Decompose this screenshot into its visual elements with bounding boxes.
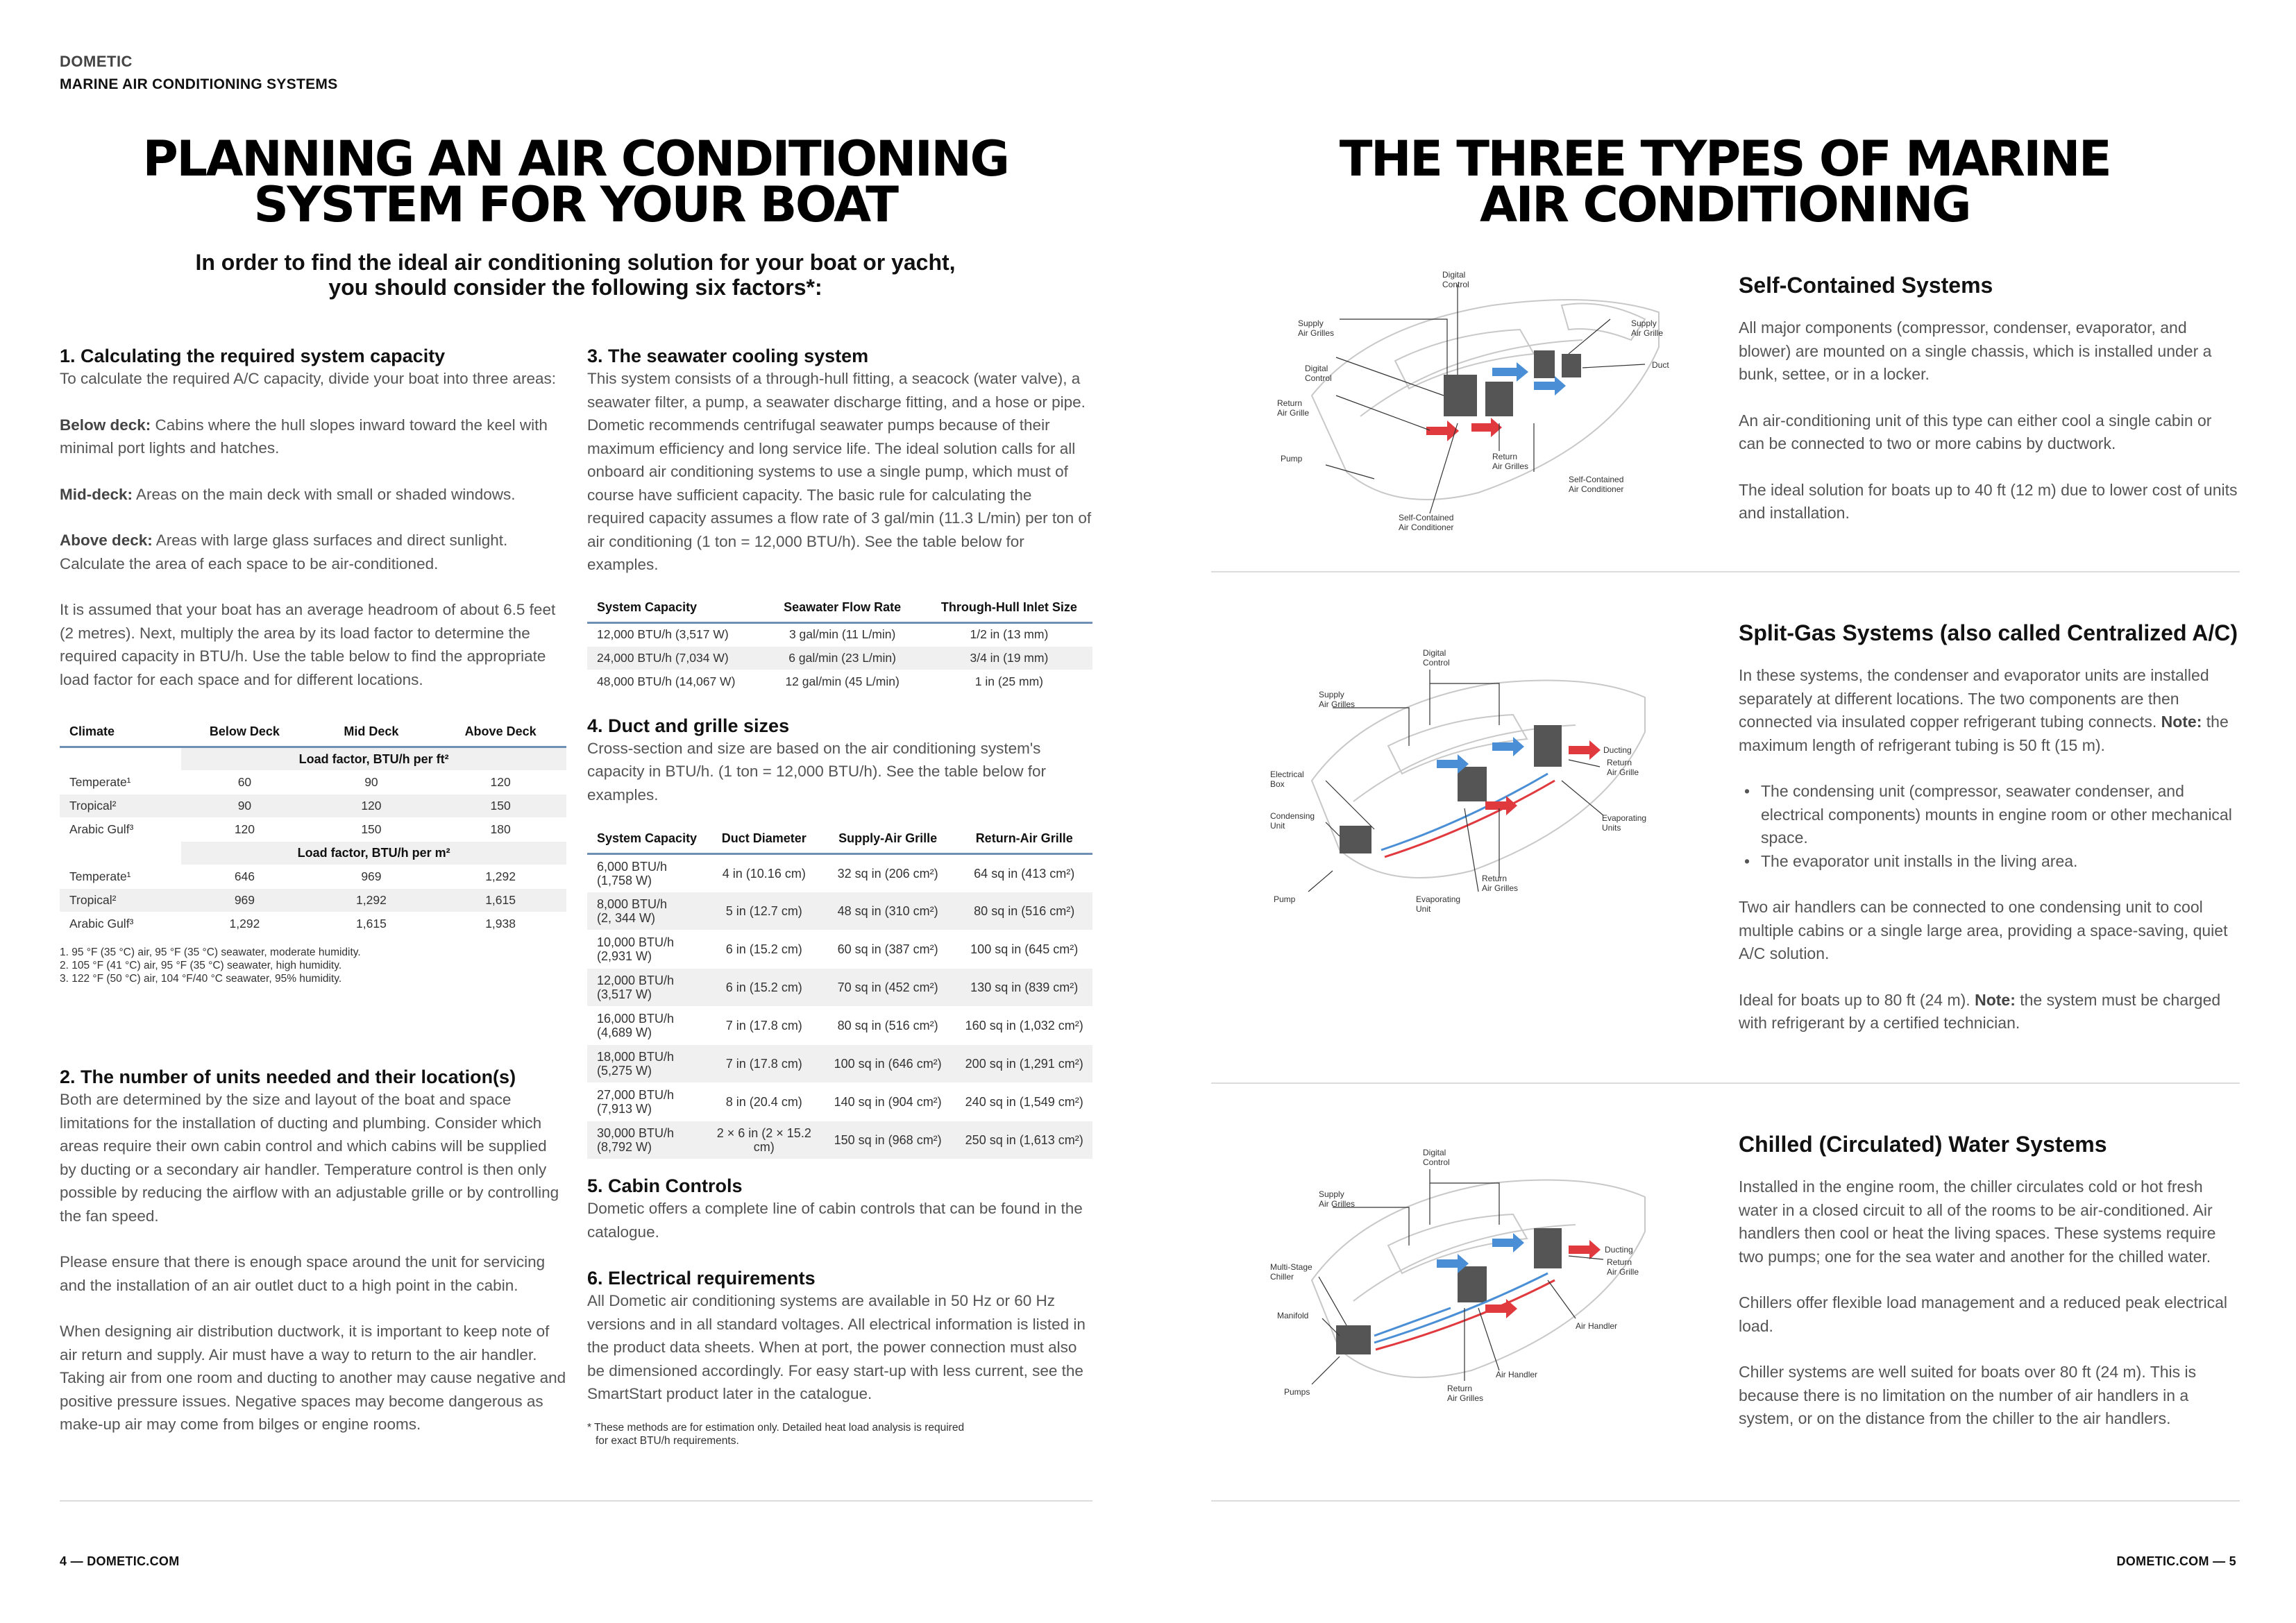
label-return-grilles: Return Air Grilles xyxy=(1492,452,1529,471)
below-deck-text xyxy=(60,414,566,460)
table-cell: 12,000 BTU/h (3,517 W) xyxy=(587,622,759,646)
table-cell: 90 xyxy=(181,794,308,818)
chilled-water-p3: Chiller systems are well suited for boats over 80 ft (24 m). This is because there is no limitation on the number of air handlers in a system, or on the distance from the chiller to the air handlers. xyxy=(1739,1363,2197,1427)
label-return-grille: Return Air Grille xyxy=(1277,398,1310,418)
chilled-water-p1: Installed in the engine room, the chiller circulates cold or hot fresh water in a closed circuit to all of the rooms to be air-conditioned. Air handlers then cool or heat the living spaces. These systems require two pumps; one for the sea water and another for the chilled water. xyxy=(1739,1178,2216,1266)
table-cell: Arabic Gulf³ xyxy=(60,912,181,936)
split-note-key: Note: xyxy=(2161,713,2202,731)
table-cell: 70 sq in (452 cm²) xyxy=(820,969,956,1007)
left-title-line1: PLANNING AN AIR CONDITIONING xyxy=(142,130,1008,187)
table-cell: 1/2 in (13 mm) xyxy=(926,622,1092,646)
intro-line2: you should consider the following six factors*: xyxy=(328,275,822,300)
section-1-intro: To calculate the required A/C capacity, divide your boat into three areas: xyxy=(60,370,556,387)
section-5-p1: Dometic offers a complete line of cabin controls that can be found in the catalogue. xyxy=(587,1200,1083,1241)
footnote-line1: * These methods are for estimation only. Detailed heat load analysis is required xyxy=(587,1421,965,1434)
table-row xyxy=(587,969,1092,1007)
label-return-grille-right: Return Air Grille xyxy=(1607,1257,1639,1277)
label-return-grille-right: Return Air Grille xyxy=(1607,758,1639,777)
table-cell xyxy=(587,1083,709,1121)
label-condensing-unit: Condensing Unit xyxy=(1270,811,1315,831)
split-p3-key: Note: xyxy=(1975,990,2016,1009)
capacity-btu: 27,000 BTU/h xyxy=(597,1088,675,1102)
table-cell: 1 in (25 mm) xyxy=(926,670,1092,693)
table-cell: 150 xyxy=(434,794,566,818)
section-2-p3: When designing air distribution ductwork, it is important to keep note of air return and supply. Air must have a way to return to the air handler. Taking air from one room and ducting to another may cause negative and positive pressure issues. Negative spaces may become dangerous as make-up air may come from bilges or engine rooms. xyxy=(60,1323,566,1433)
split-gas-section xyxy=(1739,620,2238,1035)
self-contained-p1: All major components (compressor, condenser, evaporator, and blower) are mounted on a single chassis, which is installed under a bunk, settee, or in a locker. xyxy=(1739,318,2212,383)
self-contained-p2: An air-conditioning unit of this type can either cool a single cabin or can be connected to two or more cabins by ductwork. xyxy=(1739,411,2212,452)
above-deck-key: Above deck: xyxy=(60,532,153,549)
section-3-heading: 3. The seawater cooling system xyxy=(587,346,869,366)
footnote-line2: for exact BTU/h requirements. xyxy=(596,1434,739,1447)
above-deck-text xyxy=(60,529,566,575)
right-title-line2: AIR CONDITIONING xyxy=(1479,176,1970,233)
table-cell: 140 sq in (904 cm²) xyxy=(820,1083,956,1121)
split-p3-text: Ideal for boats up to 80 ft (24 m). xyxy=(1739,990,1975,1009)
table-cell: 48 sq in (310 cm²) xyxy=(820,892,956,931)
left-title-line2: SYSTEM FOR YOUR BOAT xyxy=(253,176,897,233)
table-cell: 200 sq in (1,291 cm²) xyxy=(956,1045,1092,1083)
table-cell: 150 sq in (968 cm²) xyxy=(820,1121,956,1159)
col-system-capacity: System Capacity xyxy=(587,824,709,854)
col-return-grille: Return-Air Grille xyxy=(956,824,1092,854)
brand-name: DOMETIC xyxy=(60,53,133,70)
col-through-hull: Through-Hull Inlet Size xyxy=(926,593,1092,623)
capacity-btu: 16,000 BTU/h xyxy=(597,1012,675,1026)
label-duct: Duct xyxy=(1652,360,1669,370)
table-cell: 120 xyxy=(434,771,566,794)
table-cell: Temperate¹ xyxy=(60,771,181,794)
table-cell: Tropical² xyxy=(60,794,181,818)
split-gas-heading: Split-Gas Systems (also called Centralized A/C) xyxy=(1739,620,2238,645)
table-cell: 250 sq in (1,613 cm²) xyxy=(956,1121,1092,1159)
section-4-p1: Cross-section and size are based on the air conditioning system's capacity in BTU/h. (1 ton = 12,000 BTU/h). See the table below for examples. xyxy=(587,739,1046,804)
table-cell: Tropical² xyxy=(60,889,181,912)
self-contained-p3: The ideal solution for boats up to 40 ft (12 m) due to lower cost of units and installation. xyxy=(1739,480,2238,522)
table-row xyxy=(587,1007,1092,1045)
chilled-water-heading: Chilled (Circulated) Water Systems xyxy=(1739,1132,2107,1157)
label-supply-grille-right: Supply Air Grille xyxy=(1631,318,1664,338)
table-cell: 100 sq in (645 cm²) xyxy=(956,931,1092,969)
label-pumps: Pumps xyxy=(1284,1387,1310,1397)
label-evaporating-units: Evaporating Units xyxy=(1602,813,1647,833)
left-intro xyxy=(60,250,1091,300)
self-contained-heading: Self-Contained Systems xyxy=(1739,273,1993,298)
split-gas-bullets xyxy=(1739,780,2238,873)
table-cell: 90 xyxy=(308,771,435,794)
table-row xyxy=(587,892,1092,931)
seawater-table xyxy=(587,593,1092,694)
table-cell: 12 gal/min (45 L/min) xyxy=(759,670,926,693)
above-deck-desc: Areas with large glass surfaces and direct sunlight. Calculate the area of each space to be air-conditioned. xyxy=(60,532,508,572)
section-4-heading: 4. Duct and grille sizes xyxy=(587,715,790,736)
capacity-watts: (4,689 W) xyxy=(597,1026,652,1039)
brand-subtitle: MARINE AIR CONDITIONING SYSTEMS xyxy=(60,76,338,92)
right-footer: DOMETIC.COM — 5 xyxy=(2116,1554,2236,1568)
right-divider-2 xyxy=(1211,1082,2240,1084)
table-cell: 160 sq in (1,032 cm²) xyxy=(956,1007,1092,1045)
chilled-water-section xyxy=(1739,1131,2238,1431)
label-supply-grilles: Supply Air Grilles xyxy=(1319,1189,1356,1209)
table-cell: 150 xyxy=(308,818,435,842)
table-cell: Arabic Gulf³ xyxy=(60,818,181,842)
table-row xyxy=(587,670,1092,693)
table-cell: 969 xyxy=(181,889,308,912)
split-gas-p1 xyxy=(1739,664,2238,757)
capacity-watts: (7,913 W) xyxy=(597,1102,652,1116)
left-column-1-lower xyxy=(60,1066,566,1436)
label-self-contained-right: Self-Contained Air Conditioner xyxy=(1569,475,1624,494)
label-manifold: Manifold xyxy=(1277,1311,1309,1320)
table-cell: 4 in (10.16 cm) xyxy=(709,854,820,892)
table-cell: 1,938 xyxy=(434,912,566,936)
left-column-2 xyxy=(587,345,1092,1447)
table-cell: 1,615 xyxy=(434,889,566,912)
col-below-deck: Below Deck xyxy=(181,717,308,747)
table-cell: 120 xyxy=(181,818,308,842)
section-3-p1: This system consists of a through-hull fitting, a seacock (water valve), a seawater filter, a pump, a seawater discharge fitting, and a hose or pipe. Dometic recommends centrifugal seawater pumps because of their maximum efficiency and long service life. The ideal solution calls for all onboard air conditioning systems to use a single pump, which must of course have sufficient capacity. The basic rule for calculating the required capacity assumes a flow rate of 3 gal/min (11.3 L/min) per ton of air conditioning (1 ton = 12,000 BTU/h). See the table below for examples. xyxy=(587,370,1092,573)
headroom-text: It is assumed that your boat has an average headroom of about 6.5 feet (2 metres). Next, multiply the area by its load factor to determine the required capacity in BTU/h. Use the table below to find the appropriate load factor for each space and for different locations. xyxy=(60,601,556,688)
capacity-watts: (2, 344 W) xyxy=(597,911,656,925)
table-cell xyxy=(587,969,709,1007)
chilled-water-diagram xyxy=(1270,1141,1659,1426)
duct-table xyxy=(587,824,1092,1159)
climate-note-1: 1. 95 °F (35 °C) air, 95 °F (35 °C) seawater, moderate humidity. xyxy=(60,946,361,958)
section-2-p1: Both are determined by the size and layout of the boat and space limitations for the installation of ducting and plumbing. Consider which areas require their own cabin control and which cabins will be supplied by ducting or a secondary air handler. Temperature control is then only possible by reducing the airflow with an adjustable grille or by controlling the fan speed. xyxy=(60,1091,559,1225)
table-cell: 7 in (17.8 cm) xyxy=(709,1007,820,1045)
capacity-btu: 12,000 BTU/h xyxy=(597,974,675,987)
table-cell: 646 xyxy=(181,865,308,889)
table-cell: 3 gal/min (11 L/min) xyxy=(759,622,926,646)
table-cell: 24,000 BTU/h (7,034 W) xyxy=(587,646,759,670)
table-cell: 32 sq in (206 cm²) xyxy=(820,854,956,892)
right-title-line1: THE THREE TYPES OF MARINE xyxy=(1339,130,2111,187)
table-cell xyxy=(587,1121,709,1159)
table-cell: 2 × 6 in (2 × 15.2 cm) xyxy=(709,1121,820,1159)
section-6-p1: All Dometic air conditioning systems are available in 50 Hz or 60 Hz versions and in all standard voltages. All electrical information is listed in the product data sheets. When at port, the power connection must also be dimensioned accordingly. For easy start-up with less current, see the SmartStart product later in the catalogue. xyxy=(587,1292,1086,1402)
mid-deck-desc: Areas on the main deck with small or shaded windows. xyxy=(133,485,516,503)
label-return-grilles: Return Air Grilles xyxy=(1447,1384,1484,1403)
table-cell: 1,615 xyxy=(308,912,435,936)
table-row xyxy=(60,912,566,936)
table-cell: 80 sq in (516 cm²) xyxy=(956,892,1092,931)
capacity-btu: 8,000 BTU/h xyxy=(597,897,668,911)
self-contained-section xyxy=(1739,272,2238,525)
table-row xyxy=(60,771,566,794)
label-electrical-box: Electrical Box xyxy=(1270,770,1304,789)
table-row xyxy=(60,794,566,818)
table-row xyxy=(587,931,1092,969)
load-factor-m-label: Load factor, BTU/h per m² xyxy=(181,842,566,865)
list-item: • The condensing unit (compressor, seawater condenser, and electrical components) mounts in engine room or other mechanical space. xyxy=(1739,780,2238,850)
intro-line1: In order to find the ideal air conditioning solution for your boat or yacht, xyxy=(195,250,956,275)
right-divider-1 xyxy=(1211,571,2240,572)
left-column-1 xyxy=(60,345,566,985)
label-ducting: Ducting xyxy=(1603,745,1632,755)
capacity-watts: (2,931 W) xyxy=(597,949,652,963)
table-cell: Temperate¹ xyxy=(60,865,181,889)
col-above-deck: Above Deck xyxy=(434,717,566,747)
section-2-heading: 2. The number of units needed and their location(s) xyxy=(60,1067,516,1087)
capacity-btu: 10,000 BTU/h xyxy=(597,935,675,949)
table-cell: 180 xyxy=(434,818,566,842)
label-digital-control-left: Digital Control xyxy=(1305,364,1332,383)
mid-deck-text xyxy=(60,483,566,507)
table-cell: 1,292 xyxy=(434,865,566,889)
below-deck-desc: Cabins where the hull slopes inward toward the keel with minimal port lights and hatches. xyxy=(60,416,548,457)
list-item: • The evaporator unit installs in the living area. xyxy=(1739,850,2238,874)
capacity-btu: 30,000 BTU/h xyxy=(597,1126,675,1140)
self-contained-diagram xyxy=(1270,264,1680,548)
table-row xyxy=(60,889,566,912)
table-cell: 6 in (15.2 cm) xyxy=(709,969,820,1007)
split-gas-p2: Two air handlers can be connected to one condensing unit to cool multiple cabins or a single large area, providing a space-saving, quiet A/C solution. xyxy=(1739,898,2228,962)
label-digital-control: Digital Control xyxy=(1442,270,1469,289)
table-cell: 8 in (20.4 cm) xyxy=(709,1083,820,1121)
split-gas-p3 xyxy=(1739,989,2238,1035)
section-5-heading: 5. Cabin Controls xyxy=(587,1175,743,1196)
col-seawater-flow: Seawater Flow Rate xyxy=(759,593,926,623)
table-cell: 64 sq in (413 cm²) xyxy=(956,854,1092,892)
table-row xyxy=(587,1083,1092,1121)
label-air-handler-bottom: Air Handler xyxy=(1496,1370,1538,1379)
label-air-handler-right: Air Handler xyxy=(1576,1321,1618,1331)
table-cell: 1,292 xyxy=(181,912,308,936)
table-cell xyxy=(587,1007,709,1045)
label-self-contained-bottom: Self-Contained Air Conditioner xyxy=(1399,513,1454,532)
label-return-grilles: Return Air Grilles xyxy=(1482,874,1519,893)
load-factor-table xyxy=(60,717,566,936)
table-cell: 969 xyxy=(308,865,435,889)
table-cell: 7 in (17.8 cm) xyxy=(709,1045,820,1083)
label-chiller: Multi-Stage Chiller xyxy=(1270,1262,1312,1282)
table-cell xyxy=(587,892,709,931)
left-page-title xyxy=(60,130,1091,233)
load-factor-ft-label: Load factor, BTU/h per ft² xyxy=(181,747,566,771)
col-climate: Climate xyxy=(60,717,181,747)
table-cell: 3/4 in (19 mm) xyxy=(926,646,1092,670)
table-cell: 130 sq in (839 cm²) xyxy=(956,969,1092,1007)
right-page-title xyxy=(1211,130,2238,233)
label-pump: Pump xyxy=(1281,454,1303,464)
table-cell: 48,000 BTU/h (14,067 W) xyxy=(587,670,759,693)
label-supply-grilles: Supply Air Grilles xyxy=(1319,690,1356,709)
table-cell: 6 in (15.2 cm) xyxy=(709,931,820,969)
table-row xyxy=(587,1121,1092,1159)
table-cell xyxy=(587,854,709,892)
label-supply-grilles: Supply Air Grilles xyxy=(1298,318,1335,338)
table-row xyxy=(60,818,566,842)
label-pump: Pump xyxy=(1274,894,1296,904)
table-cell: 120 xyxy=(308,794,435,818)
split-gas-diagram xyxy=(1270,642,1659,919)
table-cell: 60 xyxy=(181,771,308,794)
table-row xyxy=(587,1045,1092,1083)
table-cell: 60 sq in (387 cm²) xyxy=(820,931,956,969)
capacity-watts: (5,275 W) xyxy=(597,1064,652,1078)
split-p3-text-2: the system must be charged with refrigerant by a certified technician. xyxy=(1739,990,2221,1032)
capacity-watts: (3,517 W) xyxy=(597,987,652,1001)
chilled-water-p2: Chillers offer flexible load management and a reduced peak electrical load. xyxy=(1739,1293,2228,1335)
split-gas-p1-text: In these systems, the condenser and evaporator units are installed separately at different locations. The two components are then connected via insulated copper refrigerant tubing connects. xyxy=(1739,666,2209,731)
col-supply-grille: Supply-Air Grille xyxy=(820,824,956,854)
label-ducting: Ducting xyxy=(1605,1245,1633,1255)
table-cell xyxy=(587,1045,709,1083)
mid-deck-key: Mid-deck: xyxy=(60,485,133,503)
climate-note-3: 3. 122 °F (50 °C) air, 104 °F/40 °C seawater, 95% humidity. xyxy=(60,973,342,985)
col-duct-diameter: Duct Diameter xyxy=(709,824,820,854)
col-system-capacity: System Capacity xyxy=(587,593,759,623)
left-bottom-divider xyxy=(60,1500,1092,1502)
table-cell: 6 gal/min (23 L/min) xyxy=(759,646,926,670)
label-digital-control: Digital Control xyxy=(1423,648,1450,668)
split-note-text: the maximum length of refrigerant tubing is 50 ft (15 m). xyxy=(1739,713,2229,754)
col-mid-deck: Mid Deck xyxy=(308,717,435,747)
table-cell xyxy=(587,931,709,969)
capacity-btu: 6,000 BTU/h xyxy=(597,859,668,874)
right-bottom-divider xyxy=(1211,1500,2240,1502)
table-cell: 5 in (12.7 cm) xyxy=(709,892,820,931)
table-row xyxy=(60,865,566,889)
left-footer: 4 — DOMETIC.COM xyxy=(60,1554,180,1568)
section-6-heading: 6. Electrical requirements xyxy=(587,1268,816,1289)
section-2-p2: Please ensure that there is enough space around the unit for servicing and the installation of an air outlet duct to a high point in the cabin. xyxy=(60,1253,546,1294)
table-row xyxy=(587,622,1092,646)
climate-note-2: 2. 105 °F (41 °C) air, 95 °F (35 °C) seawater, high humidity. xyxy=(60,960,342,971)
table-cell: 1,292 xyxy=(308,889,435,912)
label-digital-control: Digital Control xyxy=(1423,1148,1450,1167)
section-1-heading: 1. Calculating the required system capacity xyxy=(60,346,446,366)
label-evaporating-unit: Evaporating Unit xyxy=(1416,894,1461,914)
table-row xyxy=(587,854,1092,892)
capacity-watts: (1,758 W) xyxy=(597,873,652,887)
table-cell: 100 sq in (646 cm²) xyxy=(820,1045,956,1083)
capacity-watts: (8,792 W) xyxy=(597,1140,652,1154)
below-deck-key: Below deck: xyxy=(60,416,151,434)
table-cell: 80 sq in (516 cm²) xyxy=(820,1007,956,1045)
table-row xyxy=(587,646,1092,670)
capacity-btu: 18,000 BTU/h xyxy=(597,1050,675,1064)
table-cell: 240 sq in (1,549 cm²) xyxy=(956,1083,1092,1121)
